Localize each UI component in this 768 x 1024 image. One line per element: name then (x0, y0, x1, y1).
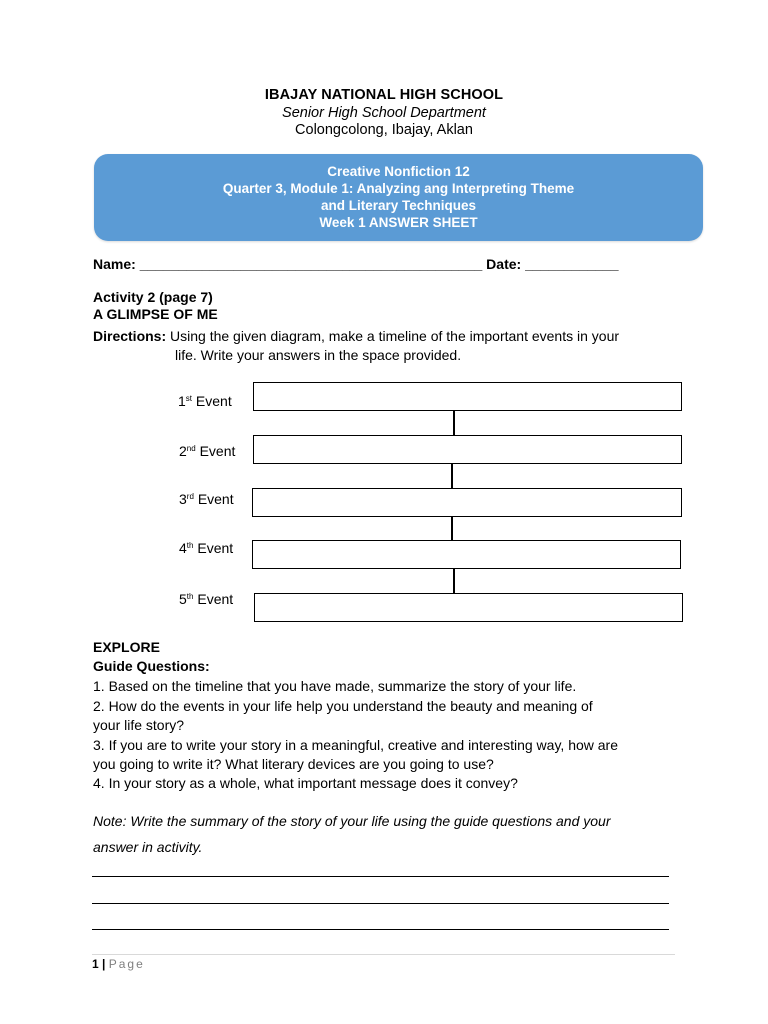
answer-line[interactable] (92, 876, 669, 877)
activity-title: Activity 2 (page 7) (93, 289, 213, 305)
event-label-5: 5th Event (179, 591, 234, 607)
question-2-line-1: 2. How do the events in your life help you understand the beauty and meaning of (93, 698, 593, 714)
name-date-line (93, 256, 619, 272)
directions-text-1: Using the given diagram, make a timeline of the important events in your (170, 328, 620, 344)
page-word: Page (108, 957, 145, 971)
note-line-2: answer in activity. (93, 839, 203, 855)
school-address: Colongcolong, Ibajay, Aklan (295, 122, 473, 138)
directions-label: Directions: (93, 328, 167, 344)
event-4-box[interactable] (252, 540, 681, 569)
school-name: IBAJAY NATIONAL HIGH SCHOOL (264, 87, 504, 103)
event-label-3: 3rd Event (179, 491, 234, 507)
department-name: Senior High School Department (282, 105, 486, 121)
event-3-box[interactable] (252, 488, 682, 517)
answer-line[interactable] (92, 903, 669, 904)
event-label-4: 4th Event (179, 540, 234, 556)
footer-divider (92, 954, 675, 955)
note-line-1: Note: Write the summary of the story of your life using the guide questions and your (93, 813, 611, 829)
banner-week: Week 1 ANSWER SHEET (319, 215, 478, 230)
question-3-line-1: 3. If you are to write your story in a meaningful, creative and interesting way, how are (93, 737, 618, 753)
name-field[interactable]: ____________________________________________ (139, 256, 483, 272)
timeline-connector (453, 569, 455, 593)
question-3-line-2: you going to write it? What literary devices are you going to use? (93, 756, 494, 772)
timeline-connector (451, 517, 453, 541)
event-2-box[interactable] (253, 435, 682, 464)
activity-subtitle: A GLIMPSE OF ME (93, 306, 218, 322)
date-field[interactable]: ____________ (525, 256, 619, 272)
banner-module: Quarter 3, Module 1: Analyzing ang Interpreting Theme (222, 181, 575, 196)
page-separator: | (102, 957, 106, 971)
question-4: 4. In your story as a whole, what important message does it convey? (93, 775, 518, 791)
timeline-connector (451, 464, 453, 489)
title-banner (94, 154, 703, 241)
event-5-box[interactable] (254, 593, 683, 622)
explore-heading: EXPLORE (93, 639, 160, 655)
question-2-line-2: your life story? (93, 717, 185, 733)
banner-subject: Creative Nonfiction 12 (327, 164, 470, 179)
page-footer (92, 957, 145, 971)
directions-line-1 (93, 328, 619, 344)
date-label: Date: (486, 256, 522, 272)
guide-questions-heading: Guide Questions: (93, 658, 210, 674)
question-1: 1. Based on the timeline that you have made, summarize the story of your life. (93, 678, 577, 694)
page-number: 1 (92, 957, 99, 971)
answer-line[interactable] (92, 929, 669, 930)
name-label: Name: (93, 256, 136, 272)
directions-line-2: life. Write your answers in the space provided. (175, 347, 462, 363)
timeline-connector (453, 411, 455, 436)
event-label-1: 1st Event (178, 393, 232, 409)
event-1-box[interactable] (253, 382, 682, 411)
event-label-2: 2nd Event (179, 443, 236, 459)
banner-module-cont: and Literary Techniques (320, 198, 477, 213)
